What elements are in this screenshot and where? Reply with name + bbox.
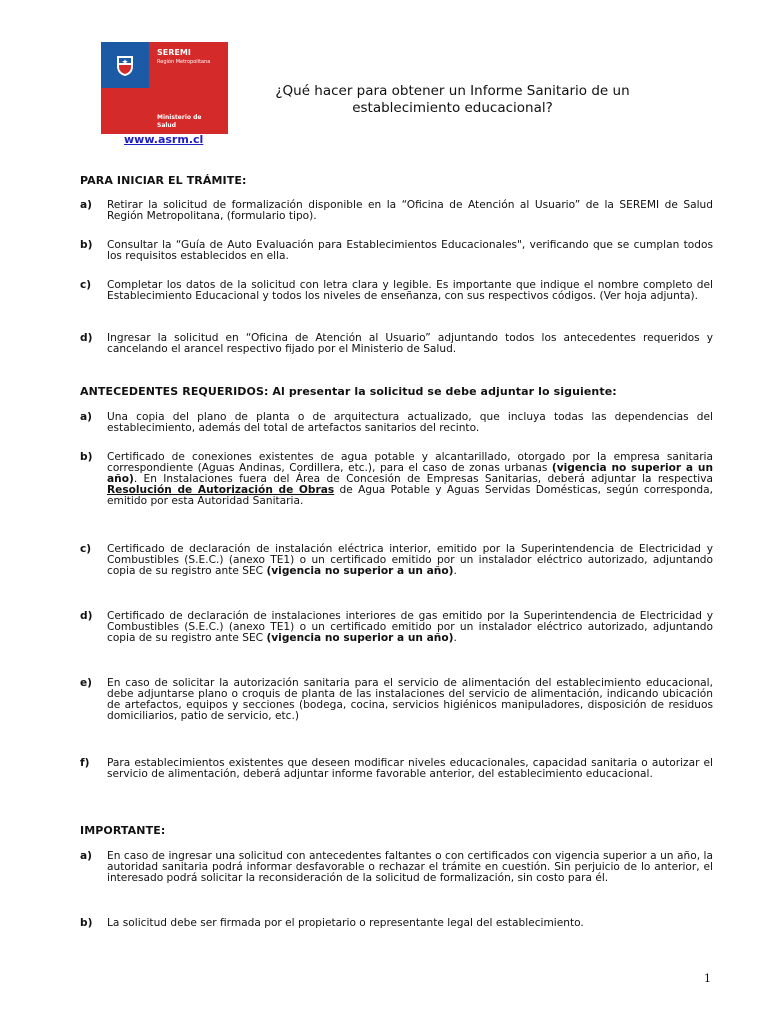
logo-region: Región Metropolitana: [157, 59, 211, 65]
list-item: d) Certificado de declaración de instalaciones interiores de gas emitido por la Superintendencia de Electricidad y Combustibles (S.E.C.) (anexo TE1) o un certificado emitido por un instalador eléctrico autorizado, adjuntando copia de su registro ante SEC (vigencia no superior a un año).: [80, 610, 713, 644]
page-title: ¿Qué hacer para obtener un Informe Sanitario de un establecimiento educacional?: [275, 83, 630, 116]
list-item: f) Para establecimientos existentes que deseen modificar niveles educacionales, capacidad sanitaria o autorizar el servicio de alimentación, deberá adjuntar informe favorable anterior, del establecimiento educacional.: [80, 757, 713, 780]
logo-ministry: Ministerio de Salud: [157, 114, 202, 129]
coat-of-arms-icon: [101, 42, 149, 88]
list-item: b) La solicitud debe ser firmada por el propietario o representante legal del establecimiento.: [80, 917, 584, 929]
list-item: a) Una copia del plano de planta o de arquitectura actualizado, que incluya todas las dependencias del establecimiento, además del total de artefactos sanitarios del recinto.: [80, 411, 713, 434]
list-item: b) Certificado de conexiones existentes de agua potable y alcantarillado, otorgado por la empresa sanitaria correspondiente (Aguas Andinas, Cordillera, etc.), para el caso de zonas urbanas (vigencia no superior a un año). En Instalaciones fuera del Área de Concesión de Empresas Sanitarias, deberá adjuntar la respectiva Resolución de Autorización de Obras de Agua Potable y Aguas Servidas Domésticas, según corresponda, emitido por esta Autoridad Sanitaria.: [80, 451, 714, 507]
list-item: e) En caso de solicitar la autorización sanitaria para el servicio de alimentación del establecimiento educacional, debe adjuntarse plano o croquis de planta de las instalaciones del servicio de alimentación, indicando ubicación de artefactos, equipos y secciones (bodega, cocina, servicios higiénicos manipuladores, disposición de residuos domiciliarios, patio de servicio, etc.): [80, 677, 713, 722]
list-item: c) Completar los datos de la solicitud con letra clara y legible. Es importante que indique el nombre completo del Establecimiento Educacional y todos los niveles de enseñanza, con sus respectivos códigos. (Ver hoja adjunta).: [80, 279, 713, 302]
section-heading-antecedentes: ANTECEDENTES REQUERIDOS: Al presentar la solicitud se debe adjuntar lo siguiente:: [80, 385, 617, 398]
list-item: b) Consultar la “Guía de Auto Evaluación para Establecimientos Educacionales", verificando que se cumplan todos los requisitos establecidos en ella.: [80, 239, 713, 262]
website-link[interactable]: www.asrm.cl: [124, 133, 204, 146]
seremi-logo: [101, 42, 228, 134]
list-item: a) Retirar la solicitud de formalización disponible en la “Oficina de Atención al Usuario” de la SEREMI de Salud Región Metropolitana, (formulario tipo).: [80, 199, 713, 222]
list-item: c) Certificado de declaración de instalación eléctrica interior, emitido por la Superintendencia de Electricidad y Combustibles (S.E.C.) (anexo TE1) o un certificado emitido por un instalador eléctrico autorizado, adjuntando copia de su registro ante SEC (vigencia no superior a un año).: [80, 543, 713, 577]
section-heading-importante: IMPORTANTE:: [80, 824, 166, 837]
section-heading-iniciar: PARA INICIAR EL TRÁMITE:: [80, 174, 247, 187]
logo-org: SEREMI: [157, 48, 191, 57]
list-item: d) Ingresar la solicitud en “Oficina de Atención al Usuario” adjuntando todos los antecedentes requeridos y cancelando el arancel respectivo fijado por el Ministerio de Salud.: [80, 332, 713, 355]
page-number: 1: [704, 972, 711, 985]
list-item: a) En caso de ingresar una solicitud con antecedentes faltantes o con certificados con vigencia superior a un año, la autoridad sanitaria podrá informar desfavorable o rechazar el trámite en cuestión. Sin perjuicio de lo anterior, el interesado podrá solicitar la reconsideración de la solicitud de formalización, sin costo para él.: [80, 850, 713, 884]
